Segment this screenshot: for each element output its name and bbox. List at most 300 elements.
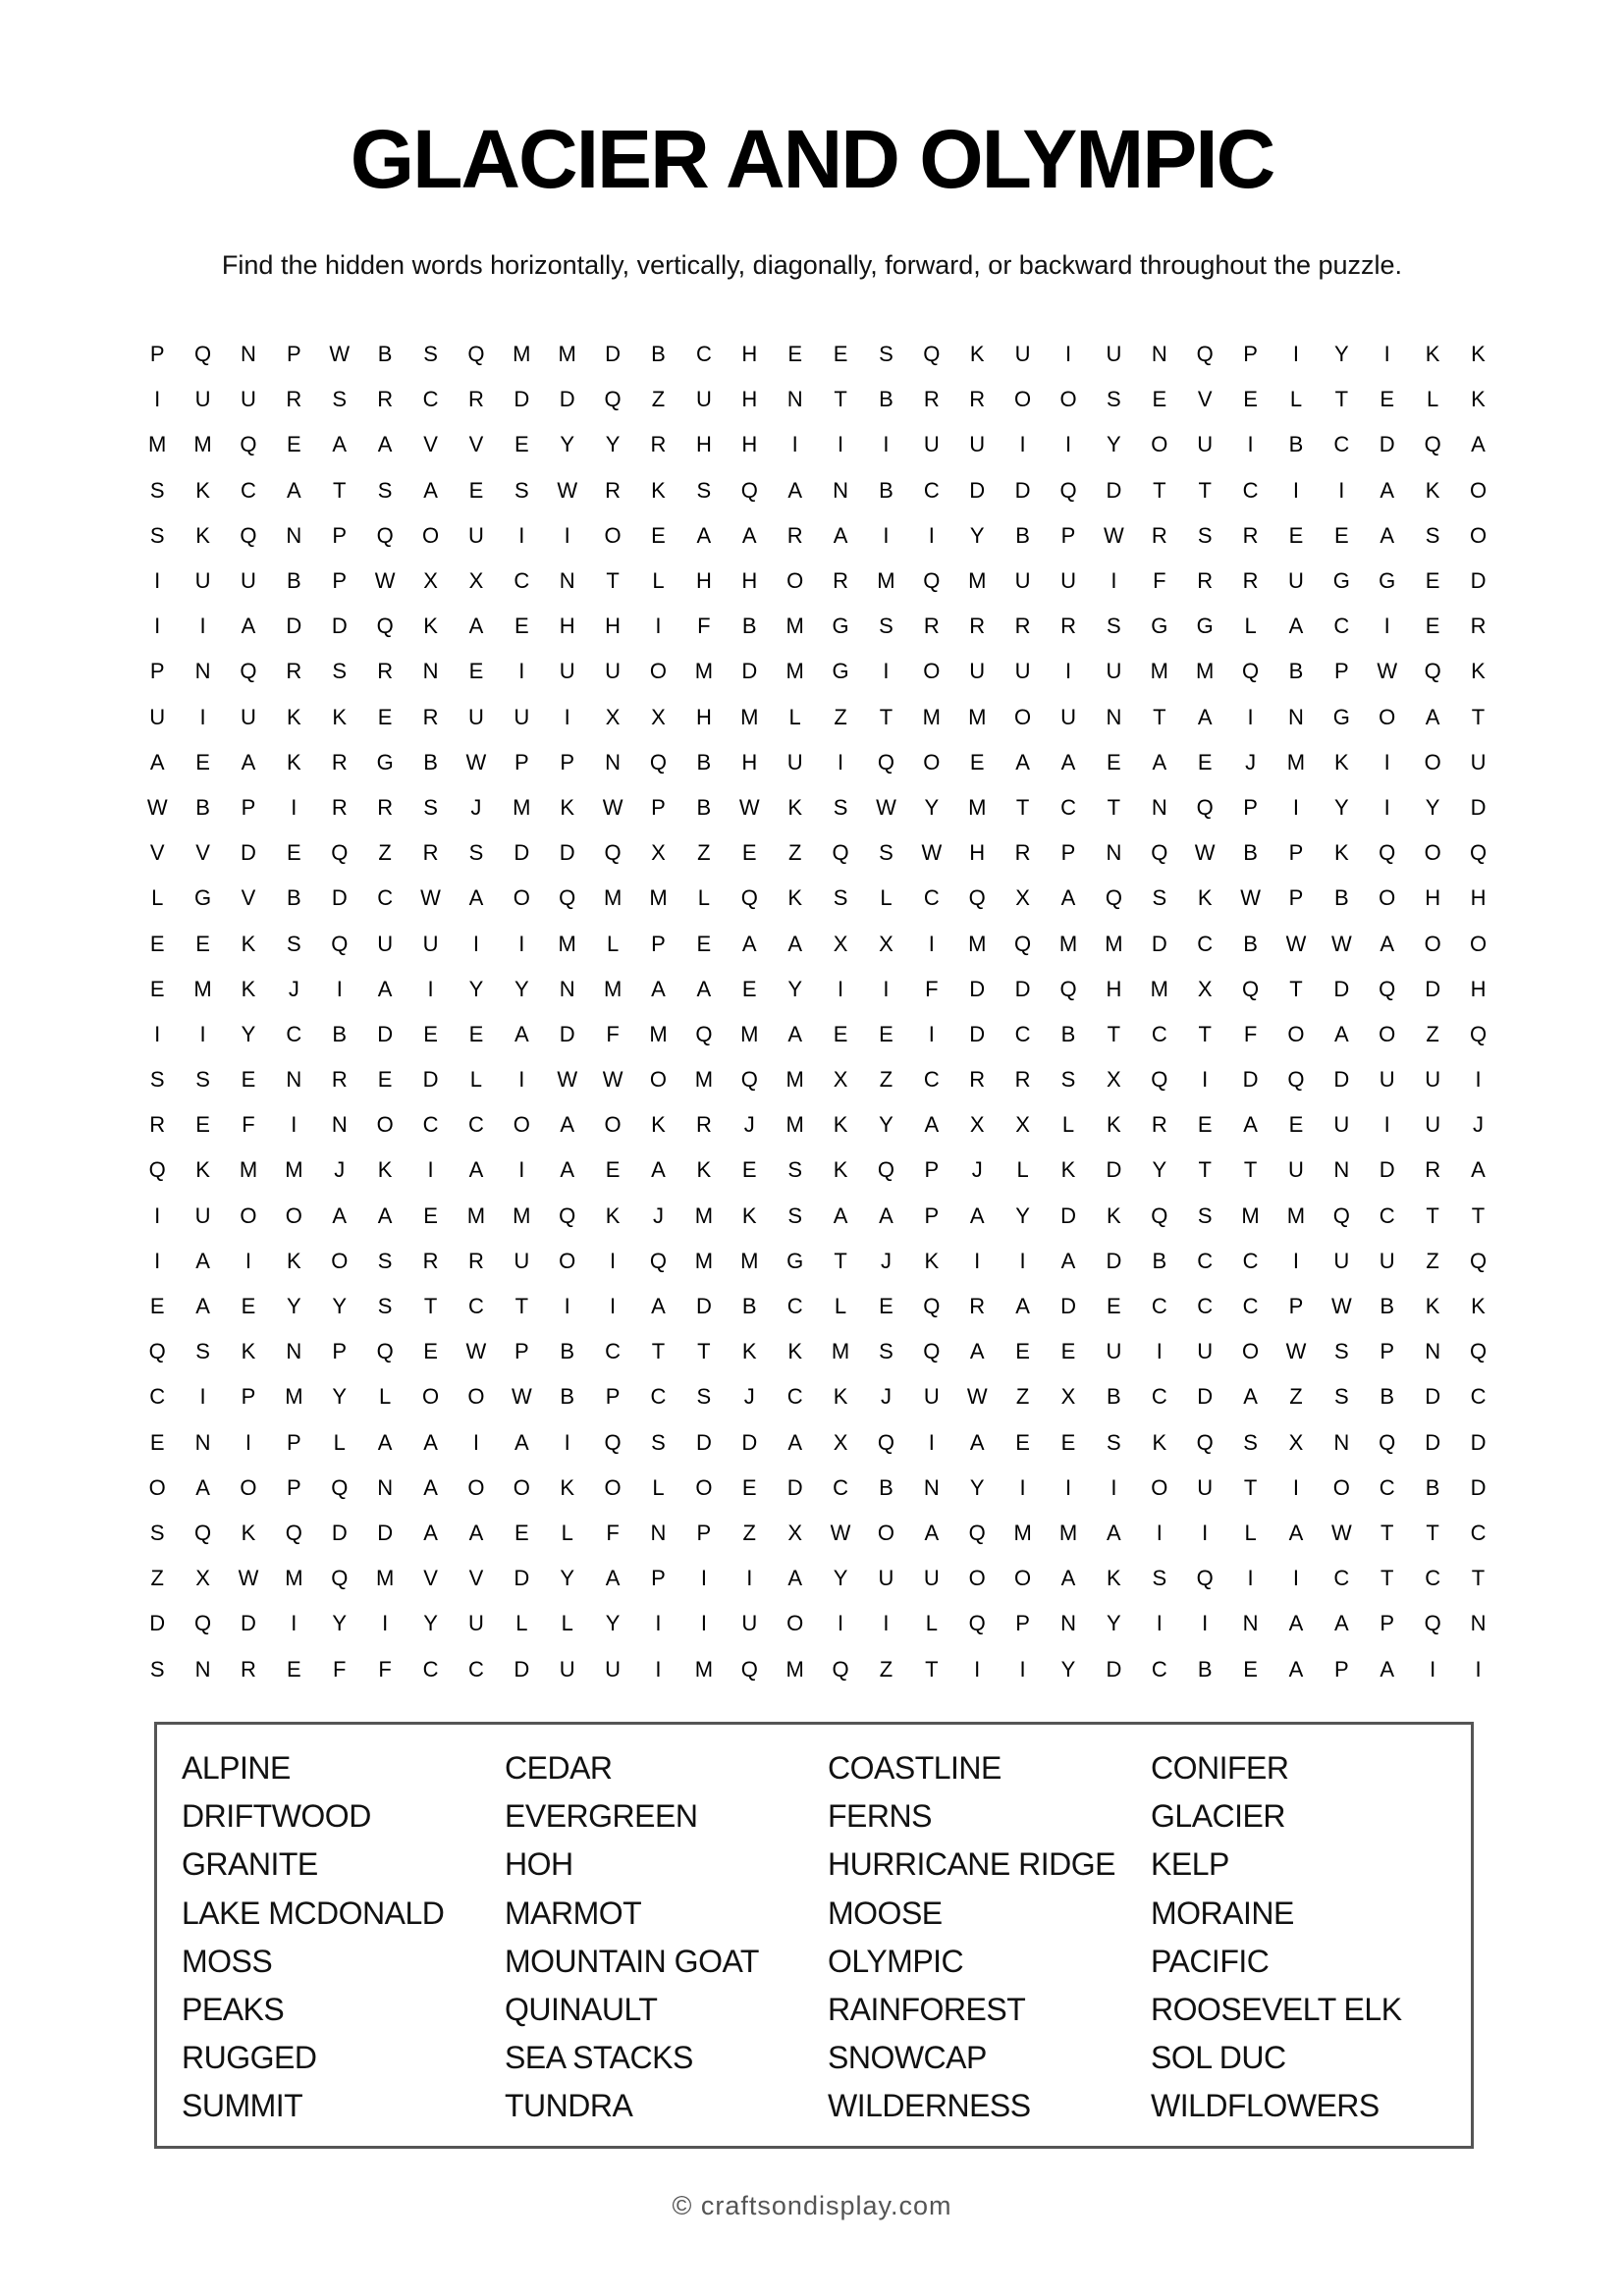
grid-cell[interactable]: S [696,1384,712,1410]
grid-cell[interactable]: W [1285,1339,1307,1364]
grid-cell[interactable]: D [514,840,530,866]
grid-cell[interactable]: T [925,1656,939,1682]
grid-cell[interactable]: M [285,1566,303,1591]
grid-cell[interactable]: R [1242,522,1259,548]
grid-cell[interactable]: M [513,342,531,367]
grid-cell[interactable]: L [469,1067,483,1093]
grid-cell[interactable]: T [1153,704,1166,729]
grid-cell[interactable]: B [287,885,301,911]
grid-cell[interactable]: A [969,1202,985,1228]
grid-cell[interactable]: Q [877,1429,894,1455]
grid-cell[interactable]: F [378,1656,392,1682]
grid-cell[interactable]: M [785,1112,804,1138]
grid-cell[interactable]: B [1197,1656,1213,1682]
grid-cell[interactable]: R [149,1112,166,1138]
grid-cell[interactable]: P [1243,794,1258,820]
grid-cell[interactable]: H [695,432,712,457]
grid-cell[interactable]: E [879,1021,893,1046]
grid-cell[interactable]: M [148,432,167,457]
grid-cell[interactable]: B [741,1294,757,1319]
grid-cell[interactable]: U [241,568,256,594]
grid-cell[interactable]: T [1107,794,1121,820]
grid-cell[interactable]: S [787,1202,802,1228]
grid-cell[interactable]: I [291,1112,298,1138]
grid-cell[interactable]: Y [241,1021,256,1046]
grid-cell[interactable]: A [468,614,484,639]
grid-cell[interactable]: T [1015,794,1030,820]
grid-cell[interactable]: O [1424,840,1441,866]
grid-cell[interactable]: B [1380,1384,1395,1410]
grid-cell[interactable]: X [833,931,848,956]
grid-cell[interactable]: A [1380,522,1395,548]
grid-cell[interactable]: Z [697,840,711,866]
grid-cell[interactable]: D [1333,976,1350,1001]
grid-cell[interactable]: O [604,1112,622,1138]
grid-cell[interactable]: Q [1424,432,1441,457]
grid-cell[interactable]: A [423,1474,438,1500]
grid-cell[interactable]: Q [559,885,576,911]
grid-cell[interactable]: N [559,568,575,594]
grid-cell[interactable]: M [694,1656,714,1682]
grid-cell[interactable]: X [423,568,438,594]
grid-cell[interactable]: E [468,659,484,684]
grid-cell[interactable]: A [605,1566,621,1591]
grid-cell[interactable]: O [649,659,668,684]
grid-cell[interactable]: U [194,568,211,594]
grid-cell[interactable]: P [241,1384,256,1410]
grid-cell[interactable]: X [833,1429,848,1455]
grid-cell[interactable]: N [1288,704,1304,729]
grid-cell[interactable]: Y [1152,1157,1167,1183]
grid-cell[interactable]: M [1150,976,1168,1001]
grid-cell[interactable]: S [377,477,393,503]
grid-cell[interactable]: A [787,931,802,956]
grid-cell[interactable]: C [1197,1248,1214,1273]
grid-cell[interactable]: N [331,1112,348,1138]
grid-cell[interactable]: L [1427,387,1439,412]
grid-cell[interactable]: O [604,522,622,548]
grid-cell[interactable]: Q [1196,794,1214,820]
grid-cell[interactable]: O [513,1474,530,1500]
grid-cell[interactable]: E [149,976,165,1001]
grid-cell[interactable]: Q [1469,1248,1488,1273]
grid-cell[interactable]: A [377,1202,393,1228]
grid-cell[interactable]: W [738,794,760,820]
grid-cell[interactable]: U [377,931,394,956]
grid-cell[interactable]: Y [287,1294,301,1319]
grid-cell[interactable]: R [331,794,348,820]
grid-cell[interactable]: J [743,1112,755,1138]
grid-cell[interactable]: W [602,1067,623,1093]
grid-cell[interactable]: E [468,477,484,503]
grid-cell[interactable]: B [332,1021,348,1046]
grid-cell[interactable]: O [877,1520,894,1545]
grid-cell[interactable]: D [1425,1429,1441,1455]
grid-cell[interactable]: K [787,794,802,820]
grid-cell[interactable]: N [286,1067,302,1093]
grid-cell[interactable]: X [1197,976,1213,1001]
grid-cell[interactable]: A [377,976,393,1001]
grid-cell[interactable]: A [696,522,712,548]
grid-cell[interactable]: K [332,704,348,729]
grid-cell[interactable]: G [1379,568,1396,594]
grid-cell[interactable]: X [1288,1429,1304,1455]
grid-cell[interactable]: Q [604,840,622,866]
grid-cell[interactable]: W [1240,885,1261,911]
grid-cell[interactable]: Q [1014,931,1032,956]
grid-cell[interactable]: M [922,704,941,729]
grid-cell[interactable]: E [1243,1656,1258,1682]
grid-cell[interactable]: N [1333,1157,1350,1183]
grid-cell[interactable]: D [1379,1157,1395,1183]
grid-cell[interactable]: Z [150,1566,164,1591]
grid-cell[interactable]: P [924,1157,940,1183]
grid-cell[interactable]: A [423,1429,438,1455]
grid-cell[interactable]: A [241,749,256,774]
grid-cell[interactable]: C [149,1384,166,1410]
grid-cell[interactable]: E [741,976,757,1001]
grid-cell[interactable]: S [377,1248,393,1273]
grid-cell[interactable]: T [1380,1520,1394,1545]
grid-cell[interactable]: T [1380,1566,1394,1591]
grid-cell[interactable]: B [741,614,757,639]
grid-cell[interactable]: I [472,1429,479,1455]
grid-cell[interactable]: W [1104,522,1124,548]
grid-cell[interactable]: C [1151,1384,1167,1410]
grid-cell[interactable]: B [560,1384,575,1410]
grid-cell[interactable]: L [561,1611,573,1636]
grid-cell[interactable]: Q [1469,840,1488,866]
grid-cell[interactable]: E [423,1202,438,1228]
grid-cell[interactable]: I [291,794,298,820]
grid-cell[interactable]: K [924,1248,940,1273]
grid-cell[interactable]: D [377,1021,394,1046]
grid-cell[interactable]: I [883,1611,890,1636]
grid-cell[interactable]: P [1380,1611,1395,1636]
grid-cell[interactable]: E [149,931,165,956]
grid-cell[interactable]: S [1152,885,1167,911]
grid-cell[interactable]: I [655,1656,662,1682]
grid-cell[interactable]: K [1471,342,1486,367]
grid-cell[interactable]: A [1471,1157,1486,1183]
grid-cell[interactable]: K [741,1339,757,1364]
grid-cell[interactable]: I [518,931,525,956]
grid-cell[interactable]: P [605,1384,621,1410]
grid-cell[interactable]: W [1285,931,1307,956]
grid-cell[interactable]: I [154,387,161,412]
grid-cell[interactable]: I [837,749,844,774]
grid-cell[interactable]: D [741,1429,758,1455]
grid-cell[interactable]: J [880,1384,892,1410]
grid-cell[interactable]: S [149,477,165,503]
grid-cell[interactable]: A [468,1157,484,1183]
grid-cell[interactable]: Z [787,840,802,866]
grid-cell[interactable]: R [286,659,302,684]
grid-cell[interactable]: K [241,931,256,956]
grid-cell[interactable]: Q [194,342,212,367]
grid-cell[interactable]: A [468,1520,484,1545]
grid-cell[interactable]: R [923,387,940,412]
grid-cell[interactable]: H [741,568,758,594]
grid-cell[interactable]: M [1058,1520,1078,1545]
grid-cell[interactable]: X [1107,1067,1121,1093]
grid-cell[interactable]: N [923,1474,940,1500]
grid-cell[interactable]: I [244,1248,252,1273]
grid-cell[interactable]: J [971,1157,983,1183]
grid-cell[interactable]: K [1425,477,1440,503]
grid-cell[interactable]: M [1150,659,1168,684]
grid-cell[interactable]: S [1334,1339,1349,1364]
grid-cell[interactable]: O [1014,704,1032,729]
grid-cell[interactable]: D [1470,794,1487,820]
grid-cell[interactable]: C [422,387,439,412]
grid-cell[interactable]: U [1425,1112,1441,1138]
grid-cell[interactable]: I [928,1429,935,1455]
grid-cell[interactable]: A [833,1202,848,1228]
grid-cell[interactable]: Q [1242,976,1260,1001]
grid-cell[interactable]: M [603,885,623,911]
grid-cell[interactable]: I [1110,1474,1117,1500]
grid-cell[interactable]: K [696,1157,712,1183]
grid-cell[interactable]: B [879,477,893,503]
grid-cell[interactable]: K [377,1157,393,1183]
grid-cell[interactable]: W [921,840,943,866]
grid-cell[interactable]: B [1380,1294,1395,1319]
grid-cell[interactable]: D [331,885,348,911]
grid-cell[interactable]: P [514,749,529,774]
grid-cell[interactable]: O [513,885,530,911]
grid-cell[interactable]: C [514,568,530,594]
grid-cell[interactable]: V [241,885,256,911]
grid-cell[interactable]: A [879,1202,893,1228]
grid-cell[interactable]: U [605,659,622,684]
grid-cell[interactable]: G [786,1248,804,1273]
grid-cell[interactable]: G [1332,568,1350,594]
grid-cell[interactable]: U [969,432,986,457]
grid-cell[interactable]: Q [376,1339,394,1364]
grid-cell[interactable]: D [969,1021,986,1046]
grid-cell[interactable]: C [605,1339,622,1364]
grid-cell[interactable]: N [1151,342,1167,367]
grid-cell[interactable]: Z [1426,1021,1439,1046]
grid-cell[interactable]: I [1064,342,1072,367]
grid-cell[interactable]: K [833,1384,848,1410]
grid-cell[interactable]: O [513,1112,530,1138]
grid-cell[interactable]: S [332,659,348,684]
grid-cell[interactable]: P [1015,1611,1030,1636]
grid-cell[interactable]: U [467,704,484,729]
grid-cell[interactable]: T [606,568,620,594]
grid-cell[interactable]: N [786,387,803,412]
grid-cell[interactable]: Y [1015,1202,1030,1228]
grid-cell[interactable]: C [1242,477,1259,503]
grid-cell[interactable]: V [468,432,484,457]
grid-cell[interactable]: Q [1151,1067,1168,1093]
grid-cell[interactable]: P [1060,522,1076,548]
grid-cell[interactable]: B [287,568,301,594]
grid-cell[interactable]: I [518,522,525,548]
grid-cell[interactable]: F [242,1112,255,1138]
grid-cell[interactable]: P [1334,1656,1349,1682]
grid-cell[interactable]: O [649,1067,668,1093]
grid-cell[interactable]: P [149,659,165,684]
grid-cell[interactable]: D [1470,1429,1487,1455]
grid-cell[interactable]: D [286,614,302,639]
grid-cell[interactable]: I [1383,1112,1390,1138]
grid-cell[interactable]: Y [468,976,484,1001]
grid-cell[interactable]: N [194,659,211,684]
grid-cell[interactable]: V [149,840,165,866]
grid-cell[interactable]: C [422,1656,439,1682]
grid-cell[interactable]: U [695,387,712,412]
grid-cell[interactable]: B [696,794,712,820]
grid-cell[interactable]: H [741,432,758,457]
grid-cell[interactable]: M [740,1248,759,1273]
grid-cell[interactable]: X [833,1067,848,1093]
grid-cell[interactable]: A [195,1248,210,1273]
grid-cell[interactable]: M [694,659,714,684]
grid-cell[interactable]: V [423,432,438,457]
grid-cell[interactable]: I [1064,659,1072,684]
grid-cell[interactable]: O [968,1566,986,1591]
grid-cell[interactable]: S [514,477,529,503]
grid-cell[interactable]: I [837,976,844,1001]
grid-cell[interactable]: U [1106,659,1122,684]
grid-cell[interactable]: W [1330,1294,1352,1319]
grid-cell[interactable]: U [605,1656,622,1682]
grid-cell[interactable]: P [696,1520,712,1545]
grid-cell[interactable]: H [969,840,986,866]
grid-cell[interactable]: B [1288,659,1304,684]
grid-cell[interactable]: I [1292,1474,1300,1500]
grid-cell[interactable]: Q [1287,1067,1305,1093]
grid-cell[interactable]: A [1288,1611,1304,1636]
grid-cell[interactable]: Q [331,1566,349,1591]
grid-cell[interactable]: A [1334,1611,1349,1636]
grid-cell[interactable]: M [968,794,987,820]
grid-cell[interactable]: C [1242,1248,1259,1273]
grid-cell[interactable]: N [605,749,622,774]
grid-cell[interactable]: Q [467,342,485,367]
grid-cell[interactable]: N [194,1429,211,1455]
grid-cell[interactable]: B [195,794,210,820]
grid-cell[interactable]: M [1058,931,1078,956]
grid-cell[interactable]: C [1151,1021,1167,1046]
grid-cell[interactable]: U [1425,1067,1441,1093]
grid-cell[interactable]: Q [376,614,394,639]
grid-cell[interactable]: D [331,614,348,639]
grid-cell[interactable]: D [605,342,622,367]
grid-cell[interactable]: O [1287,1021,1305,1046]
grid-cell[interactable]: W [511,1384,532,1410]
grid-cell[interactable]: Z [378,840,392,866]
grid-cell[interactable]: M [239,1157,258,1183]
grid-cell[interactable]: I [1202,1067,1209,1093]
grid-cell[interactable]: C [1425,1566,1441,1591]
grid-cell[interactable]: K [969,342,985,367]
grid-cell[interactable]: F [1153,568,1166,594]
grid-cell[interactable]: S [879,1339,893,1364]
grid-cell[interactable]: C [786,1384,803,1410]
grid-cell[interactable]: A [1243,1384,1258,1410]
grid-cell[interactable]: A [1425,704,1440,729]
grid-cell[interactable]: N [286,1339,302,1364]
grid-cell[interactable]: B [1334,885,1349,911]
grid-cell[interactable]: I [199,1384,206,1410]
grid-cell[interactable]: Q [1151,840,1168,866]
grid-cell[interactable]: O [1379,1021,1396,1046]
grid-cell[interactable]: D [786,1474,803,1500]
grid-cell[interactable]: U [1197,432,1214,457]
grid-cell[interactable]: M [193,976,212,1001]
grid-cell[interactable]: T [1198,477,1212,503]
grid-cell[interactable]: D [241,840,256,866]
grid-cell[interactable]: I [1430,1656,1436,1682]
grid-cell[interactable]: C [833,1474,848,1500]
grid-cell[interactable]: P [332,522,348,548]
grid-cell[interactable]: E [241,1294,256,1319]
grid-cell[interactable]: Q [740,1067,758,1093]
grid-cell[interactable]: B [696,749,712,774]
grid-cell[interactable]: I [244,1429,252,1455]
grid-cell[interactable]: K [560,794,575,820]
grid-cell[interactable]: Y [1107,1611,1121,1636]
grid-cell[interactable]: G [832,614,849,639]
grid-cell[interactable]: S [1197,1202,1213,1228]
grid-cell[interactable]: K [1471,387,1486,412]
grid-cell[interactable]: D [1470,1474,1487,1500]
grid-cell[interactable]: O [695,1474,713,1500]
grid-cell[interactable]: E [1107,749,1121,774]
grid-cell[interactable]: Y [833,1566,848,1591]
grid-cell[interactable]: Y [332,1611,348,1636]
grid-cell[interactable]: K [1107,1112,1121,1138]
grid-cell[interactable]: Q [331,840,349,866]
grid-cell[interactable]: W [238,1566,259,1591]
grid-cell[interactable]: S [149,522,165,548]
grid-cell[interactable]: S [423,794,438,820]
grid-cell[interactable]: Y [423,1611,438,1636]
grid-cell[interactable]: K [833,1112,848,1138]
grid-cell[interactable]: S [879,342,893,367]
grid-cell[interactable]: E [1060,1429,1076,1455]
grid-cell[interactable]: W [1194,840,1216,866]
grid-cell[interactable]: I [1202,1611,1209,1636]
grid-cell[interactable]: B [879,387,893,412]
grid-cell[interactable]: D [1060,1294,1076,1319]
grid-cell[interactable]: L [1061,1112,1075,1138]
grid-cell[interactable]: Q [1379,840,1396,866]
grid-cell[interactable]: U [741,1611,758,1636]
grid-cell[interactable]: O [1469,931,1488,956]
grid-cell[interactable]: D [331,1520,348,1545]
grid-cell[interactable]: C [286,1021,302,1046]
grid-cell[interactable]: I [655,614,662,639]
grid-cell[interactable]: R [1014,840,1031,866]
grid-cell[interactable]: F [333,1656,347,1682]
grid-cell[interactable]: A [969,1339,985,1364]
grid-cell[interactable]: K [741,1202,757,1228]
grid-cell[interactable]: R [969,387,986,412]
grid-cell[interactable]: D [969,976,986,1001]
grid-cell[interactable]: I [1202,1520,1209,1545]
grid-cell[interactable]: I [1110,568,1117,594]
grid-cell[interactable]: A [560,1157,575,1183]
grid-cell[interactable]: S [149,1520,165,1545]
grid-cell[interactable]: N [1106,840,1122,866]
grid-cell[interactable]: P [651,1566,666,1591]
grid-cell[interactable]: I [564,704,570,729]
